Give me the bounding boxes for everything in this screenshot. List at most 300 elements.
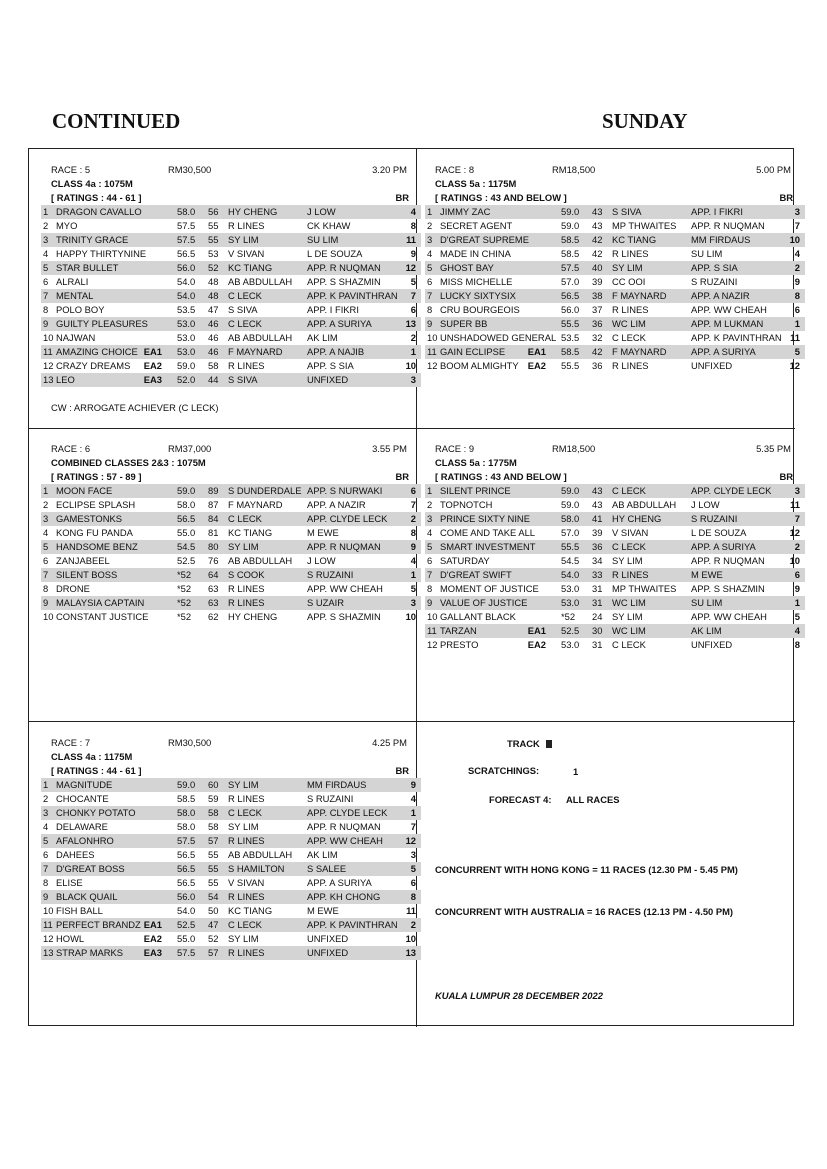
weight: 59.0 — [177, 485, 196, 496]
rating: 57 — [208, 835, 219, 846]
jockey: UNFIXED — [307, 933, 349, 944]
jockey: SU LIM — [307, 234, 339, 245]
horse-name: SATURDAY — [440, 555, 490, 566]
weight: 54.0 — [561, 569, 580, 580]
horse-name: TRINITY GRACE — [56, 234, 129, 245]
barrier: 11 — [790, 332, 800, 343]
rating: 55 — [208, 220, 219, 231]
weight: 56.5 — [177, 863, 196, 874]
rating: 31 — [592, 597, 603, 608]
trainer: R LINES — [228, 891, 265, 902]
jockey: APP. S SIA — [691, 262, 738, 273]
weight: 57.5 — [177, 234, 196, 245]
runner-number: 9 — [43, 597, 49, 608]
trainer: C LECK — [612, 332, 646, 343]
weight: 53.0 — [561, 583, 580, 594]
trainer: SY LIM — [612, 555, 643, 566]
jockey: APP. WW CHEAH — [691, 611, 767, 622]
horse-name: DRAGON CAVALLO — [56, 206, 142, 217]
trainer: AB ABDULLAH — [228, 849, 293, 860]
horse-name: FISH BALL — [56, 905, 103, 916]
trainer: HY CHENG — [612, 513, 662, 524]
runner-number: 7 — [43, 863, 49, 874]
barrier: 4 — [410, 206, 416, 217]
jockey: APP. S SHAZMIN — [307, 611, 381, 622]
horse-name: DELAWARE — [56, 821, 108, 832]
barrier: 9 — [794, 276, 800, 287]
horse-name: PRINCE SIXTY NINE — [440, 513, 530, 524]
rating: 43 — [592, 206, 603, 217]
horse-name: D'GREAT SUPREME — [440, 234, 529, 245]
runner-number: 9 — [43, 318, 49, 329]
track-label — [507, 738, 552, 749]
jockey: APP. CLYDE LECK — [307, 807, 388, 818]
barrier: 8 — [410, 891, 416, 902]
trainer: C LECK — [228, 290, 262, 301]
weight: 55.0 — [177, 933, 196, 944]
barrier: 9 — [794, 583, 800, 594]
horse-name: D'GREAT SWIFT — [440, 569, 512, 580]
horse-name: LUCKY SIXTYSIX — [440, 290, 516, 301]
trainer: R LINES — [612, 304, 649, 315]
rating: 42 — [592, 248, 603, 259]
runner-row — [41, 331, 421, 345]
horse-name: KONG FU PANDA — [56, 527, 133, 538]
runner-row — [41, 373, 421, 387]
jockey: APP. S SIA — [307, 360, 354, 371]
jockey: J LOW — [691, 499, 720, 510]
race-ratings: [ RATINGS : 44 - 61 ] — [51, 765, 142, 776]
entry-tag: EA1 — [527, 625, 546, 636]
runner-row — [425, 317, 805, 331]
runner-list — [425, 484, 805, 652]
forecast-label: FORECAST 4: — [489, 794, 552, 805]
runner-row — [425, 582, 805, 596]
entry-tag: EA1 — [143, 346, 162, 357]
trainer: C LECK — [228, 807, 262, 818]
rating: 63 — [208, 597, 219, 608]
runner-number: 4 — [427, 248, 433, 259]
rating: 36 — [592, 360, 603, 371]
race-time: 4.25 PM — [372, 737, 407, 748]
runner-number: 4 — [43, 821, 49, 832]
runner-number: 2 — [43, 793, 49, 804]
race-ratings: [ RATINGS : 57 - 89 ] — [51, 471, 142, 482]
barrier-header: BR — [779, 471, 793, 482]
horse-name: HAPPY THIRTYNINE — [56, 248, 147, 259]
trainer: S SIVA — [228, 304, 258, 315]
race-time: 5.00 PM — [756, 164, 791, 175]
runner-number: 12 — [427, 639, 438, 650]
runner-number: 2 — [43, 220, 49, 231]
trainer: R LINES — [228, 360, 265, 371]
runner-row — [41, 610, 421, 624]
weight: 55.5 — [561, 541, 580, 552]
jockey: APP. R NUQMAN — [307, 821, 381, 832]
runner-number: 13 — [43, 947, 54, 958]
horse-name: GAIN ECLIPSE — [440, 346, 506, 357]
runner-list — [41, 778, 421, 960]
race-time: 3.20 PM — [372, 164, 407, 175]
runner-row — [41, 848, 421, 862]
horse-name: DAHEES — [56, 849, 95, 860]
horse-name: SUPER BB — [440, 318, 488, 329]
weight: 54.0 — [177, 276, 196, 287]
entry-tag: EA3 — [143, 947, 162, 958]
jockey: APP. WW CHEAH — [307, 835, 383, 846]
race-time: 5.35 PM — [756, 443, 791, 454]
horse-name: TOPNOTCH — [440, 499, 493, 510]
jockey: APP. KH CHONG — [307, 891, 381, 902]
rating: 32 — [592, 332, 603, 343]
weight: 58.0 — [177, 807, 196, 818]
race-time: 3.55 PM — [372, 443, 407, 454]
horse-name: GHOST BAY — [440, 262, 494, 273]
race-number: RACE : 9 — [435, 443, 475, 454]
horse-name: LEO — [56, 374, 75, 385]
runner-list — [425, 205, 805, 373]
barrier: 12 — [405, 262, 416, 273]
weight: 53.0 — [177, 318, 196, 329]
barrier: 1 — [410, 569, 416, 580]
entry-tag: EA2 — [143, 933, 162, 944]
footer-location-date: KUALA LUMPUR 28 DECEMBER 2022 — [435, 990, 603, 1001]
rating: 31 — [592, 583, 603, 594]
trainer: S SIVA — [612, 206, 642, 217]
runner-row — [425, 540, 805, 554]
weight: 52.5 — [561, 625, 580, 636]
runner-number: 5 — [43, 541, 49, 552]
barrier: 11 — [406, 905, 416, 916]
horse-name: CONSTANT JUSTICE — [56, 611, 149, 622]
runner-number: 7 — [427, 569, 433, 580]
weight: 52.0 — [177, 374, 196, 385]
trainer: SY LIM — [228, 779, 259, 790]
runner-row — [425, 526, 805, 540]
barrier: 3 — [410, 374, 416, 385]
trainer: R LINES — [228, 947, 265, 958]
runner-row — [41, 792, 421, 806]
rating: 63 — [208, 583, 219, 594]
weight: 53.0 — [177, 346, 196, 357]
race-purse: RM18,500 — [552, 443, 596, 454]
barrier-header: BR — [395, 192, 409, 203]
barrier: 4 — [794, 248, 800, 259]
barrier: 10 — [789, 555, 800, 566]
race-number: RACE : 6 — [51, 443, 91, 454]
race-title-bar — [51, 164, 407, 177]
jockey: APP. A SURIYA — [691, 346, 756, 357]
jockey: APP. S SHAZMIN — [307, 276, 381, 287]
trainer: C LECK — [228, 513, 262, 524]
runner-number: 6 — [43, 555, 49, 566]
weight: 59.0 — [561, 220, 580, 231]
weight: 57.0 — [561, 527, 580, 538]
jockey: APP. K PAVINTHRAN — [307, 290, 398, 301]
runner-row — [41, 554, 421, 568]
rating: 39 — [592, 527, 603, 538]
barrier: 5 — [410, 863, 416, 874]
jockey: APP. R NUQMAN — [307, 262, 381, 273]
barrier-header: BR — [395, 765, 409, 776]
rating: 39 — [592, 276, 603, 287]
barrier: 12 — [789, 527, 800, 538]
horse-name: HOWL — [56, 933, 85, 944]
trainer: C LECK — [228, 318, 262, 329]
runner-row — [425, 247, 805, 261]
trainer: R LINES — [612, 360, 649, 371]
trainer: MP THWAITES — [612, 583, 677, 594]
runner-row — [425, 359, 805, 373]
runner-number: 10 — [427, 332, 438, 343]
trainer: SY LIM — [228, 234, 259, 245]
rating: 31 — [592, 639, 603, 650]
weight: 54.0 — [177, 905, 196, 916]
barrier: 1 — [410, 346, 416, 357]
race-title-bar — [51, 737, 407, 750]
trainer: SY LIM — [228, 933, 259, 944]
trainer: R LINES — [612, 248, 649, 259]
trainer: KC TIANG — [228, 527, 273, 538]
runner-row — [41, 946, 421, 960]
track-label-text: TRACK — [507, 738, 540, 749]
jockey: CK KHAW — [307, 220, 351, 231]
runner-number: 3 — [43, 513, 49, 524]
horse-name: AMAZING CHOICE — [56, 346, 138, 357]
runner-row — [41, 261, 421, 275]
horse-name: SILENT PRINCE — [440, 485, 511, 496]
barrier: 2 — [794, 541, 800, 552]
jockey: S RUZAINI — [691, 276, 738, 287]
rating: 52 — [208, 933, 219, 944]
jockey: AK LIM — [691, 625, 722, 636]
barrier: 5 — [410, 583, 416, 594]
runner-row — [41, 345, 421, 359]
weight: 56.5 — [561, 290, 580, 301]
barrier: 1 — [794, 597, 800, 608]
runner-number: 1 — [43, 485, 49, 496]
trainer: SY LIM — [228, 821, 259, 832]
runner-list — [41, 484, 421, 624]
runner-number: 3 — [43, 807, 49, 818]
entry-tag: EA3 — [143, 374, 162, 385]
weight: *52 — [177, 569, 192, 580]
barrier: 11 — [790, 499, 800, 510]
trainer: SY LIM — [612, 611, 643, 622]
jockey: APP. R NUQMAN — [691, 220, 765, 231]
rating: 76 — [208, 555, 219, 566]
rating: 46 — [208, 318, 219, 329]
runner-number: 10 — [43, 611, 54, 622]
weight: 57.5 — [561, 262, 580, 273]
race-ratings: [ RATINGS : 43 AND BELOW ] — [435, 471, 567, 482]
barrier: 3 — [410, 849, 416, 860]
barrier: 6 — [410, 485, 416, 496]
trainer: V SIVAN — [612, 527, 649, 538]
race-purse: RM37,000 — [168, 443, 212, 454]
rating: 41 — [592, 513, 603, 524]
barrier: 4 — [410, 793, 416, 804]
weight: 56.0 — [177, 891, 196, 902]
horse-name: SECRET AGENT — [440, 220, 513, 231]
horse-name: ELISE — [56, 877, 83, 888]
barrier: 2 — [794, 262, 800, 273]
trainer: R LINES — [228, 835, 265, 846]
rating: 33 — [592, 569, 603, 580]
runner-number: 5 — [427, 262, 433, 273]
forecast-value: ALL RACES — [566, 794, 620, 805]
rating: 46 — [208, 346, 219, 357]
barrier: 8 — [794, 290, 800, 301]
runner-number: 10 — [427, 611, 438, 622]
barrier: 5 — [410, 276, 416, 287]
rating: 30 — [592, 625, 603, 636]
entry-tag: EA2 — [143, 360, 162, 371]
trainer: R LINES — [228, 583, 265, 594]
rating: 59 — [208, 793, 219, 804]
weight: 57.0 — [561, 276, 580, 287]
trainer: R LINES — [228, 597, 265, 608]
runner-row — [425, 624, 805, 638]
trainer: C LECK — [612, 541, 646, 552]
horse-name: COME AND TAKE ALL — [440, 527, 535, 538]
horse-name: CRAZY DREAMS — [56, 360, 131, 371]
rating: 42 — [592, 234, 603, 245]
runner-number: 3 — [43, 234, 49, 245]
race-class: CLASS 5a : 1775M — [435, 457, 517, 468]
runner-number: 11 — [43, 919, 53, 930]
runner-list — [41, 205, 421, 387]
runner-number: 7 — [43, 569, 49, 580]
barrier: 10 — [789, 234, 800, 245]
runner-row — [425, 568, 805, 582]
rating: 44 — [208, 374, 219, 385]
rating: 48 — [208, 290, 219, 301]
runner-number: 6 — [427, 555, 433, 566]
jockey: APP. R NUQMAN — [691, 555, 765, 566]
rating: 37 — [592, 304, 603, 315]
race-number: RACE : 8 — [435, 164, 475, 175]
runner-row — [41, 247, 421, 261]
jockey: APP. A SURIYA — [307, 877, 372, 888]
jockey: M EWE — [691, 569, 723, 580]
rating: 46 — [208, 332, 219, 343]
barrier: 7 — [410, 290, 416, 301]
runner-number: 2 — [427, 499, 433, 510]
rating: 36 — [592, 541, 603, 552]
runner-number: 7 — [43, 290, 49, 301]
runner-row — [425, 261, 805, 275]
barrier-header: BR — [779, 192, 793, 203]
horse-name: CHONKY POTATO — [56, 807, 136, 818]
runner-row — [41, 596, 421, 610]
barrier: 1 — [410, 807, 416, 818]
weight: 58.0 — [177, 821, 196, 832]
runner-number: 12 — [43, 360, 54, 371]
rating: 42 — [592, 346, 603, 357]
barrier: 13 — [405, 947, 416, 958]
jockey: MM FIRDAUS — [307, 779, 367, 790]
barrier: 3 — [794, 206, 800, 217]
runner-row — [425, 484, 805, 498]
runner-row — [41, 918, 421, 932]
jockey: M EWE — [307, 527, 339, 538]
runner-row — [41, 359, 421, 373]
concurrent-hong-kong: CONCURRENT WITH HONG KONG = 11 RACES (12.30 PM - 5.45 PM) — [435, 864, 738, 875]
runner-row — [41, 219, 421, 233]
runner-number: 2 — [43, 499, 49, 510]
runner-number: 11 — [427, 625, 437, 636]
trainer: V SIVAN — [228, 877, 265, 888]
weight: *52 — [177, 583, 192, 594]
barrier: 7 — [794, 220, 800, 231]
row-divider-1 — [28, 428, 795, 429]
runner-number: 9 — [427, 318, 433, 329]
race-title-bar — [51, 443, 407, 456]
runner-row — [425, 331, 805, 345]
runner-row — [425, 610, 805, 624]
continued-heading: CONTINUED — [52, 109, 181, 133]
jockey: APP. K PAVINTHRAN — [307, 919, 398, 930]
weight: 55.5 — [561, 360, 580, 371]
weight: 53.0 — [561, 597, 580, 608]
rating: 55 — [208, 863, 219, 874]
jockey: UNFIXED — [307, 947, 349, 958]
rating: 62 — [208, 611, 219, 622]
trainer: C LECK — [612, 639, 646, 650]
runner-number: 11 — [43, 346, 53, 357]
jockey: APP. I FIKRI — [691, 206, 743, 217]
rating: 64 — [208, 569, 219, 580]
runner-number: 8 — [43, 877, 49, 888]
runner-row — [41, 540, 421, 554]
barrier: 2 — [410, 919, 416, 930]
race-block — [35, 737, 415, 987]
jockey: APP. S NURWAKI — [307, 485, 383, 496]
horse-name: ZANJABEEL — [56, 555, 110, 566]
horse-name: MENTAL — [56, 290, 94, 301]
jockey: APP. CLYDE LECK — [307, 513, 388, 524]
trainer: F MAYNARD — [612, 346, 667, 357]
runner-number: 9 — [427, 597, 433, 608]
horse-name: BOOM ALMIGHTY — [440, 360, 519, 371]
track-icon — [545, 740, 552, 748]
weight: 56.5 — [177, 513, 196, 524]
barrier: 7 — [410, 499, 416, 510]
weight: 58.0 — [561, 513, 580, 524]
weight: 59.0 — [177, 360, 196, 371]
weight: 55.0 — [177, 527, 196, 538]
race-block — [419, 164, 799, 414]
horse-name: SILENT BOSS — [56, 569, 118, 580]
runner-row — [41, 876, 421, 890]
weight: 58.5 — [561, 234, 580, 245]
weight: 53.5 — [177, 304, 196, 315]
rating: 58 — [208, 807, 219, 818]
horse-name: STAR BULLET — [56, 262, 119, 273]
runner-row — [41, 582, 421, 596]
runner-number: 1 — [43, 779, 49, 790]
jockey: APP. R NUQMAN — [307, 541, 381, 552]
horse-name: MAGNITUDE — [56, 779, 113, 790]
jockey: M EWE — [307, 905, 339, 916]
runner-number: 4 — [43, 527, 49, 538]
trainer: V SIVAN — [228, 248, 265, 259]
horse-name: MOON FACE — [56, 485, 113, 496]
trainer: AB ABDULLAH — [228, 555, 293, 566]
weight: 53.0 — [561, 639, 580, 650]
jockey: APP. K PAVINTHRAN — [691, 332, 782, 343]
